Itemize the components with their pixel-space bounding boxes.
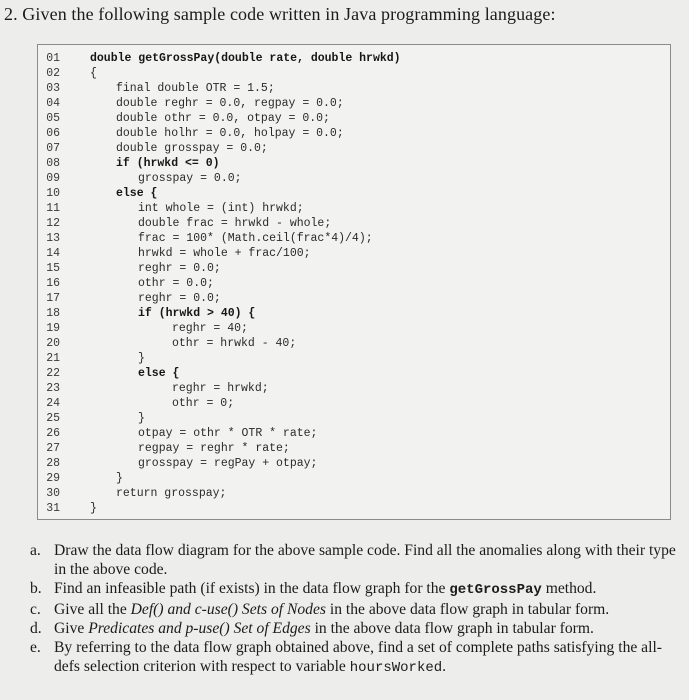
code-line <box>38 216 668 231</box>
code-line <box>38 366 668 381</box>
line-number: 05 <box>46 112 60 125</box>
code-text: { <box>90 67 97 80</box>
code-text: othr = hrwkd - 40; <box>172 337 297 350</box>
code-text: othr = 0; <box>172 397 235 410</box>
line-number: 02 <box>46 67 60 80</box>
code-line <box>38 426 668 441</box>
line-number: 16 <box>46 277 60 290</box>
code-line <box>38 381 668 396</box>
code-line <box>38 126 668 141</box>
code-line <box>38 336 668 351</box>
code-text: frac = 100* (Math.ceil(frac*4)/4); <box>138 232 373 245</box>
code-text: double holhr = 0.0, holpay = 0.0; <box>116 127 344 140</box>
code-text: else { <box>138 367 180 380</box>
line-number: 01 <box>46 52 60 65</box>
code-text: double reghr = 0.0, regpay = 0.0; <box>116 97 344 110</box>
subquestion-text: in the above data flow graph in tabular form. <box>310 620 594 637</box>
subquestion-text: Find an infeasible path (if exists) in the data flow graph for the <box>54 580 450 597</box>
subquestion-text: By referring to the data flow graph obtained above, find a set of complete paths satisfying the all-defs selection criterion with respect to variable <box>54 639 662 675</box>
code-line <box>38 441 668 456</box>
line-number: 11 <box>46 202 60 215</box>
line-number: 24 <box>46 397 60 410</box>
code-line <box>38 306 668 321</box>
code-text: regpay = reghr * rate; <box>138 442 290 455</box>
line-number: 12 <box>46 217 60 230</box>
code-line <box>38 456 668 471</box>
code-line <box>38 141 668 156</box>
code-line <box>38 156 668 171</box>
code-line <box>38 246 668 261</box>
code-line <box>38 276 668 291</box>
code-line <box>38 411 668 426</box>
subquestion-text: Draw the data flow diagram for the above sample code. Find all the anomalies along with their type in the above code. <box>54 542 676 578</box>
line-number: 25 <box>46 412 60 425</box>
subquestion-list <box>30 541 682 678</box>
subquestion-text: Give <box>54 620 89 637</box>
line-number: 29 <box>46 472 60 485</box>
code-text: otpay = othr * OTR * rate; <box>138 427 318 440</box>
line-number: 14 <box>46 247 60 260</box>
line-number: 21 <box>46 352 60 365</box>
subquestion-text: method. <box>541 580 597 597</box>
subquestion-c <box>30 600 682 619</box>
code-text: } <box>138 412 145 425</box>
subquestion-text: in the above data flow graph in tabular form. <box>325 601 610 618</box>
code-text: hrwkd = whole + frac/100; <box>138 247 311 260</box>
subquestion-label: a. <box>30 542 41 559</box>
subquestion-emphasis: Def() and c-use() Sets of Nodes <box>130 601 326 618</box>
subquestion-label: e. <box>30 639 41 656</box>
method-name-code: getGrossPay <box>449 582 542 598</box>
code-text: if (hrwkd > 40) { <box>138 307 256 320</box>
line-number: 03 <box>46 82 60 95</box>
code-text: if (hrwkd <= 0) <box>116 157 220 170</box>
code-line <box>38 486 668 501</box>
line-number: 19 <box>46 322 60 335</box>
code-text: } <box>138 352 145 365</box>
code-line <box>38 186 668 201</box>
code-text: othr = 0.0; <box>138 277 214 290</box>
code-text: double grosspay = 0.0; <box>116 142 268 155</box>
subquestion-label: c. <box>30 601 41 618</box>
code-line <box>38 96 668 111</box>
line-number: 22 <box>46 367 60 380</box>
subquestion-emphasis: Predicates and p-use() Set of Edges <box>88 620 311 637</box>
code-line <box>38 81 668 96</box>
line-number: 27 <box>46 442 60 455</box>
line-number: 30 <box>46 487 60 500</box>
code-text: grosspay = 0.0; <box>138 172 242 185</box>
question-title: 2. Given the following sample code written in Java programming language: <box>4 4 556 24</box>
line-number: 15 <box>46 262 60 275</box>
line-number: 28 <box>46 457 60 470</box>
subquestion-e <box>30 638 682 678</box>
code-line <box>38 396 668 411</box>
code-line <box>38 201 668 216</box>
subquestion-label: d. <box>30 620 42 637</box>
code-text: else { <box>116 187 158 200</box>
line-number: 17 <box>46 292 60 305</box>
code-text: } <box>116 472 123 485</box>
code-line <box>38 471 668 486</box>
line-number: 20 <box>46 337 60 350</box>
line-number: 26 <box>46 427 60 440</box>
line-number: 06 <box>46 127 60 140</box>
subquestion-b <box>30 579 682 600</box>
code-line <box>38 51 668 66</box>
code-text: reghr = 0.0; <box>138 292 221 305</box>
code-line <box>38 501 668 516</box>
line-number: 23 <box>46 382 60 395</box>
code-text: return grosspay; <box>116 487 227 500</box>
line-number: 18 <box>46 307 60 320</box>
code-line <box>38 171 668 186</box>
line-number: 07 <box>46 142 60 155</box>
code-line <box>38 351 668 366</box>
code-text: reghr = 0.0; <box>138 262 221 275</box>
code-text: int whole = (int) hrwkd; <box>138 202 304 215</box>
subquestion-d <box>30 619 682 638</box>
subquestion-text: Give all the <box>54 601 131 618</box>
code-text: reghr = 40; <box>172 322 248 335</box>
subquestion-a <box>30 541 682 579</box>
code-listing <box>37 44 671 520</box>
code-text: double frac = hrwkd - whole; <box>138 217 332 230</box>
subquestion-label: b. <box>30 580 42 597</box>
code-text: reghr = hrwkd; <box>172 382 269 395</box>
code-text: final double OTR = 1.5; <box>116 82 275 95</box>
variable-name-code: hoursWorked <box>349 660 443 676</box>
code-text: double othr = 0.0, otpay = 0.0; <box>116 112 330 125</box>
code-line <box>38 261 668 276</box>
line-number: 13 <box>46 232 60 245</box>
code-text: } <box>90 502 97 515</box>
code-line <box>38 291 668 306</box>
code-line <box>38 111 668 126</box>
line-number: 08 <box>46 157 60 170</box>
code-line <box>38 321 668 336</box>
code-line <box>38 66 668 81</box>
subquestion-text: . <box>442 658 447 675</box>
line-number: 09 <box>46 172 60 185</box>
line-number: 31 <box>46 502 60 515</box>
code-line <box>38 231 668 246</box>
code-text: grosspay = regPay + otpay; <box>138 457 318 470</box>
code-text: double getGrossPay(double rate, double hrwkd) <box>90 52 401 65</box>
line-number: 10 <box>46 187 60 200</box>
line-number: 04 <box>46 97 60 110</box>
